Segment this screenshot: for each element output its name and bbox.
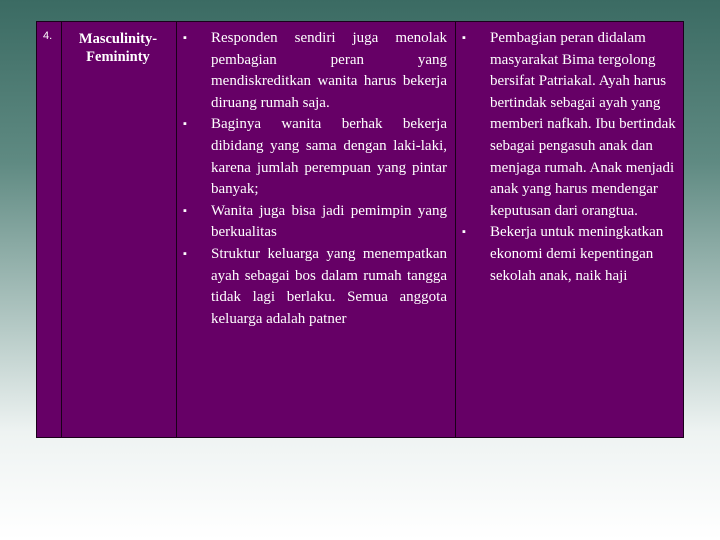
bullet-icon: ▪ (462, 32, 466, 44)
bullet-icon: ▪ (183, 204, 187, 217)
bullet-icon: ▪ (183, 247, 187, 260)
list-item: ▪ Responden sendiri juga menolak pembagian peran yang mendiskreditkan wanita harus bekerja diruang rumah saja. (183, 30, 447, 111)
list-item: ▪ Wanita juga bisa jadi pemimpin yang berkualitas (183, 202, 447, 241)
row-number: 4. (43, 30, 53, 42)
respondent-cell (177, 22, 456, 437)
dimension-cell (62, 22, 177, 437)
number-cell (37, 22, 62, 437)
list-item: ▪ Bekerja untuk meningkatkan ekonomi demi kepentingan sekolah anak, naik haji (462, 224, 664, 284)
list-item: ▪ Baginya wanita berhak bekerja dibidang yang sama dengan laki-laki, karena jumlah perempuan yang pintar banyak; (183, 116, 447, 198)
list-item: ▪ Struktur keluarga yang menempatkan ayah sebagai bos dalam rumah tangga tidak lagi berlaku. Semua anggota keluarga adalah patner (183, 245, 447, 327)
bullet-icon: ▪ (462, 226, 466, 239)
list-item: ▪ Pembagian peran didalam masyarakat Bima tergolong bersifat Patriakal. Ayah harus bertindak sebagai ayah yang memberi nafkah. Ibu bertindak sebagai pengasuh anak dan menjaga rumah. Anak menjadi anak yang harus mendengar keputusan dari orangtua. (462, 30, 676, 219)
dimension-label: Masculinity-Femininty (78, 31, 158, 65)
community-cell (456, 22, 685, 437)
bullet-icon: ▪ (183, 118, 187, 131)
bullet-icon: ▪ (183, 32, 187, 44)
comparison-table (36, 21, 684, 438)
respondent-list (177, 28, 447, 330)
community-list (456, 28, 683, 287)
